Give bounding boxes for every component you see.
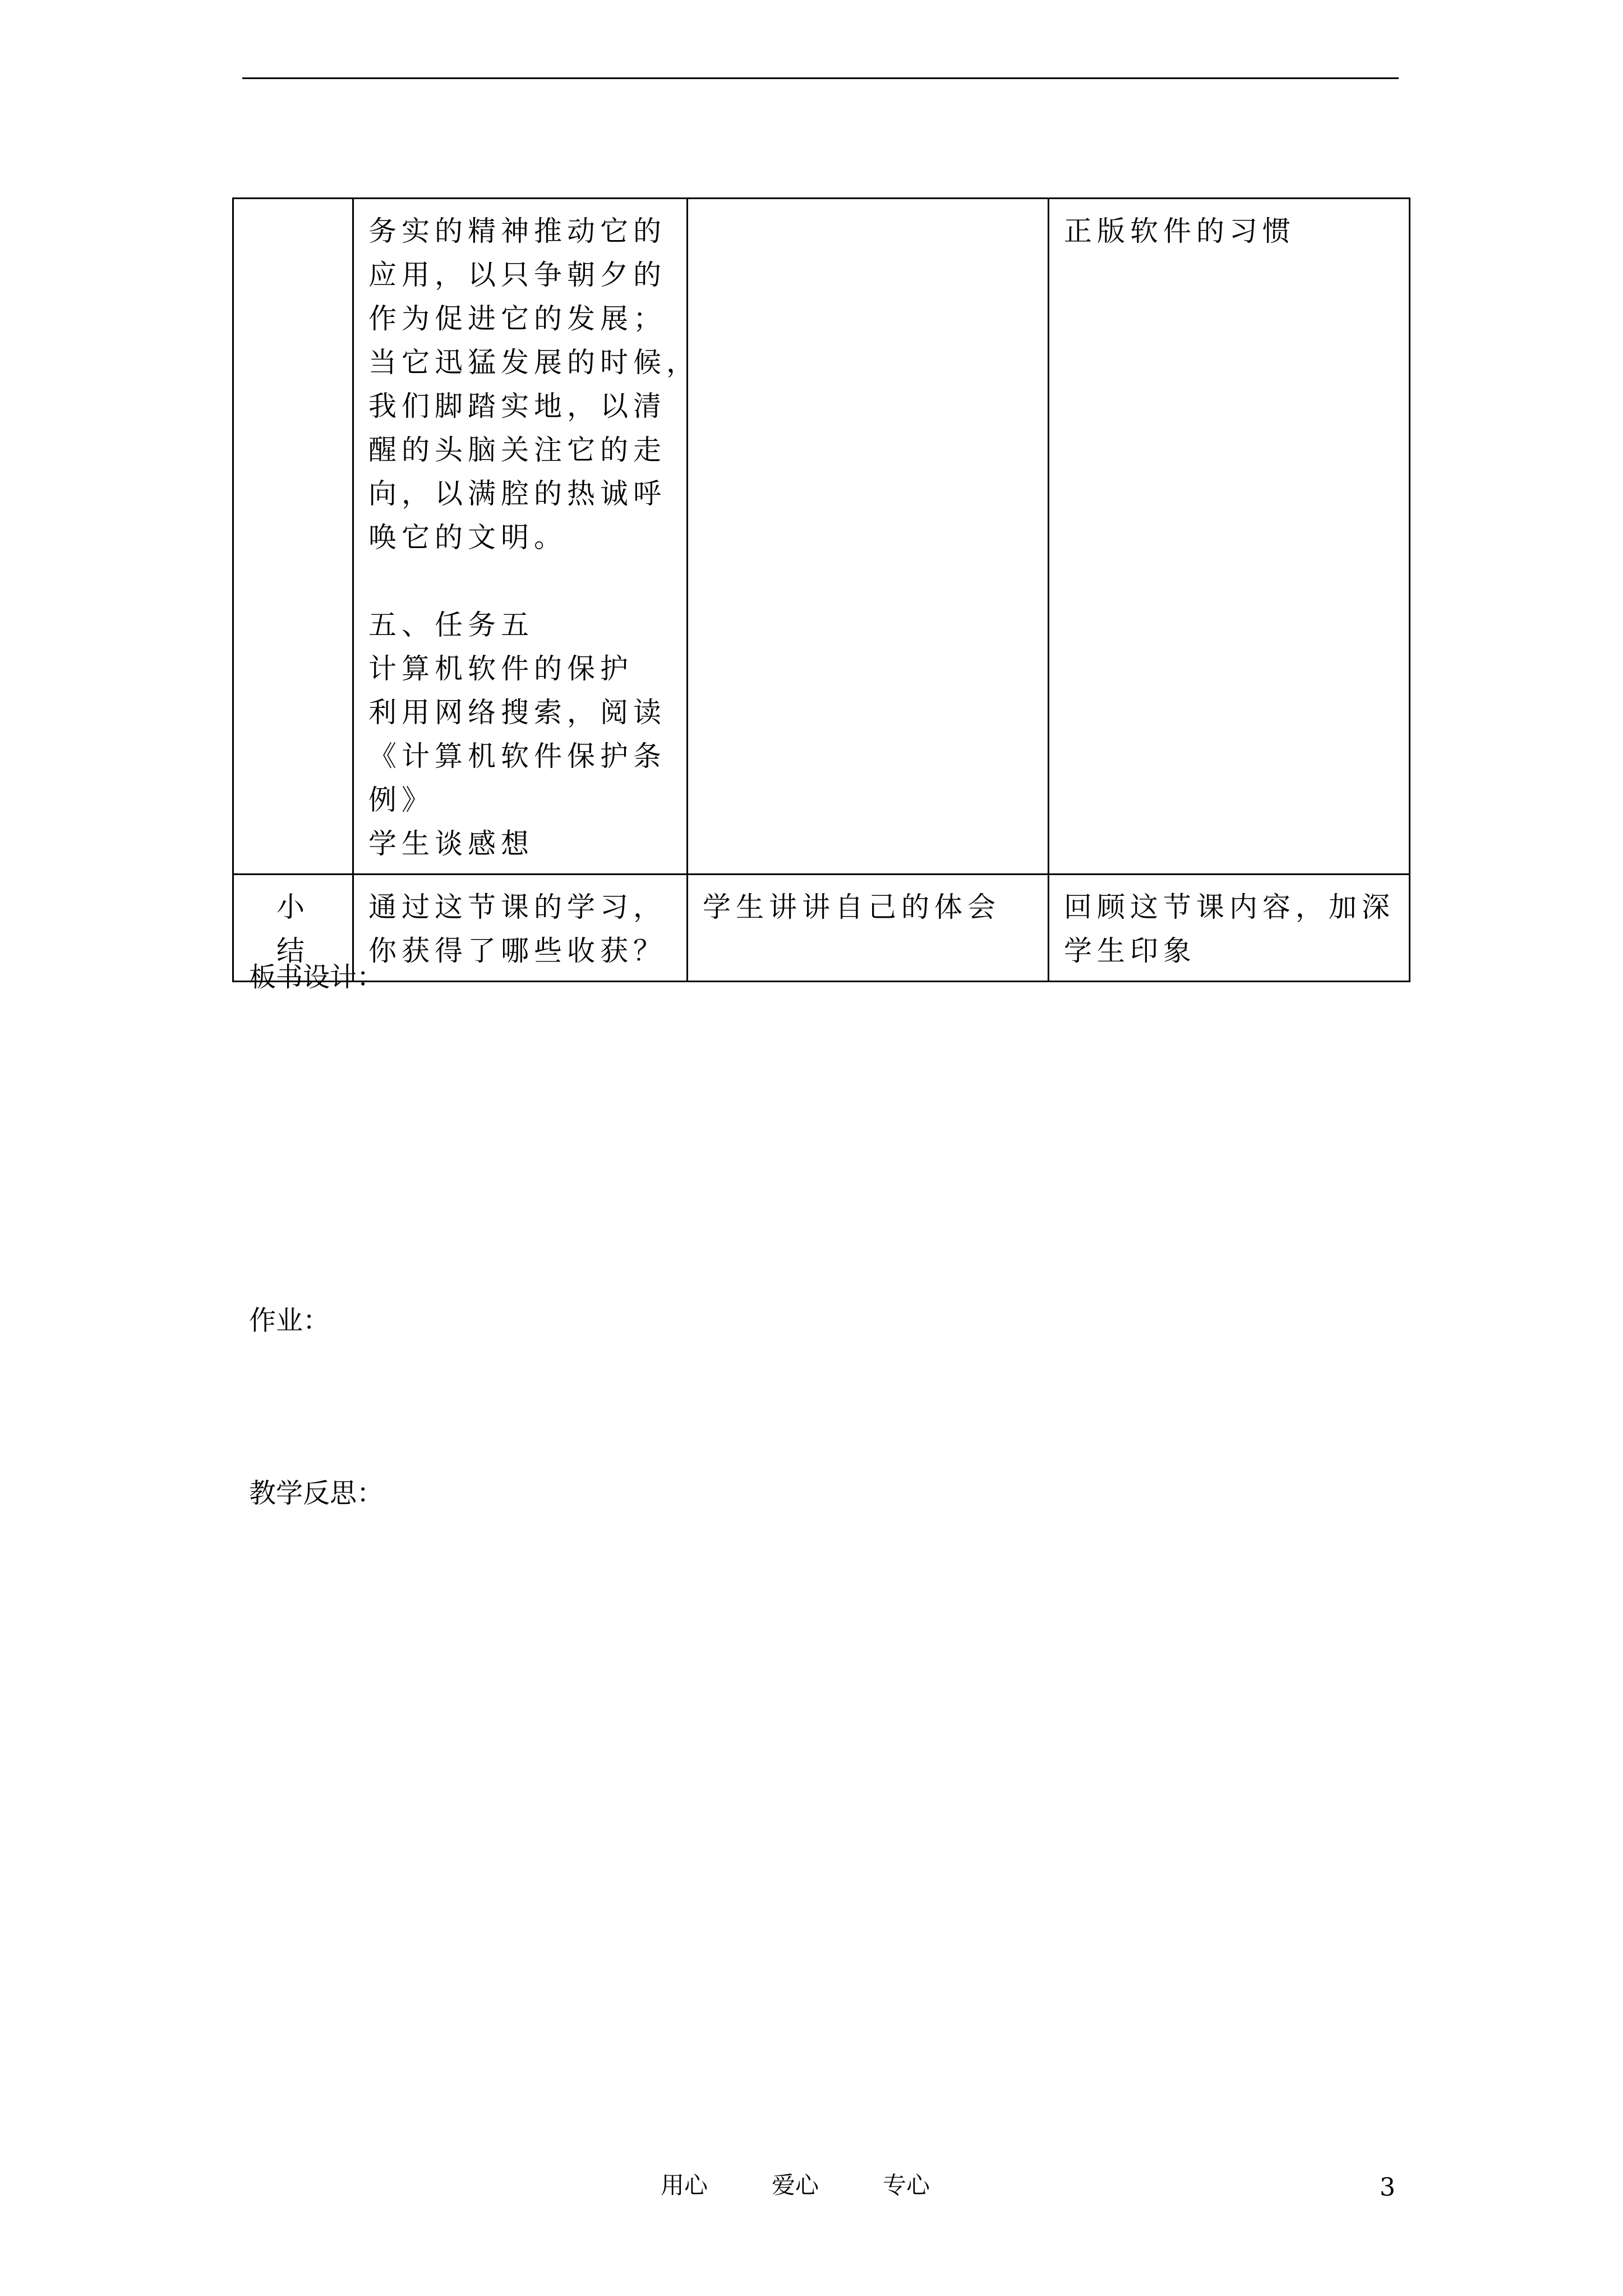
design-intent-cell bbox=[1049, 875, 1410, 982]
footer-motto: 用心 bbox=[661, 2171, 708, 2199]
table-row bbox=[233, 875, 1410, 982]
text-line: 计算机软件的保护 bbox=[368, 652, 633, 685]
table-row bbox=[233, 199, 1410, 875]
teacher-activity-cell bbox=[353, 875, 688, 982]
text-line: 回顾这节课内容，加深 bbox=[1064, 891, 1395, 923]
text-line: 通过这节课的学习， bbox=[368, 891, 666, 923]
text-line: 当它迅猛发展的时候， bbox=[368, 346, 699, 379]
text-line: 我们脚踏实地，以清 bbox=[368, 390, 666, 422]
footer-motto: 爱心 bbox=[772, 2171, 819, 2199]
student-activity-cell bbox=[688, 875, 1049, 982]
text-line: 唤它的文明。 bbox=[368, 521, 567, 554]
text-line: 应用，以只争朝夕的 bbox=[368, 259, 666, 291]
text-line: 学生讲讲自己的体会 bbox=[703, 891, 1000, 923]
text-line: 务实的精神推动它的 bbox=[368, 215, 666, 247]
student-activity-cell bbox=[688, 199, 1049, 875]
stage-cell bbox=[233, 199, 353, 875]
text-line: 学生印象 bbox=[1064, 935, 1196, 967]
design-intent-cell bbox=[1049, 199, 1410, 875]
stage-label: 小 bbox=[276, 891, 310, 923]
text-line: 例》 bbox=[368, 784, 435, 816]
blank-line bbox=[368, 559, 672, 603]
homework-label: 作业： bbox=[249, 1305, 330, 1336]
task-heading: 五、任务五 bbox=[368, 609, 534, 641]
text-line: 正版软件的习惯 bbox=[1064, 215, 1295, 247]
text-line: 学生谈感想 bbox=[368, 827, 534, 860]
footer-motto: 专心 bbox=[883, 2171, 930, 2199]
text-line: 你获得了哪些收获？ bbox=[368, 935, 666, 967]
page-number: 3 bbox=[1380, 2173, 1395, 2202]
stage-label: 结 bbox=[276, 935, 310, 967]
text-line: 醒的头脑关注它的走 bbox=[368, 434, 666, 466]
header-rule bbox=[242, 77, 1399, 79]
text-line: 《计算机软件保护条 bbox=[368, 740, 666, 772]
lesson-table bbox=[232, 197, 1410, 982]
text-line: 利用网络搜索，阅读 bbox=[368, 696, 666, 729]
text-line: 作为促进它的发展； bbox=[368, 302, 666, 335]
text-line: 向，以满腔的热诚呼 bbox=[368, 477, 666, 510]
teacher-activity-cell bbox=[353, 199, 699, 875]
reflection-label: 教学反思： bbox=[249, 1478, 384, 1509]
board-design-label: 板书设计： bbox=[249, 961, 384, 993]
